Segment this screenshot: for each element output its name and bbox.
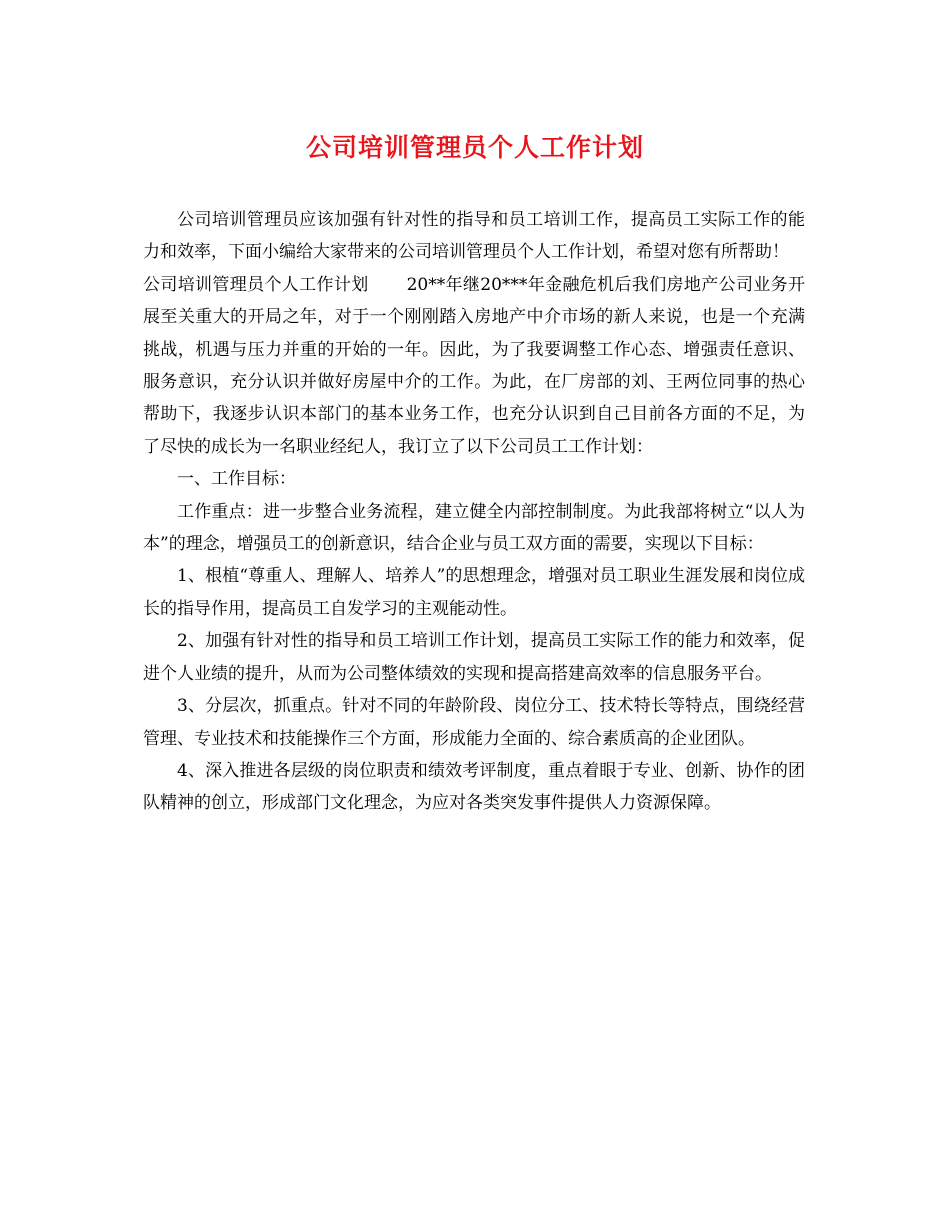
section-heading: 一、工作目标： xyxy=(177,469,296,490)
goal-item-2: 2、加强有针对性的指导和员工培训工作计划，提高员工实际工作的能力和效率，促进个人业绩的提升，从而为公司整体绩效的实现和提高搭建高效率的信息服务平台。 xyxy=(143,631,805,684)
intro-paragraph: 公司培训管理员应该加强有针对性的指导和员工培训工作，提高员工实际工作的能力和效率，下面小编给大家带来的公司培训管理员个人工作计划，希望对您有所帮助！ xyxy=(143,210,805,263)
document-title: 公司培训管理员个人工作计划 xyxy=(305,133,644,162)
plan-paragraph xyxy=(143,269,805,463)
goal-item-1: 1、根植“尊重人、理解人、培养人”的思想理念，增强对员工职业生涯发展和岗位成长的指导作用，提高员工自发学习的主观能动性。 xyxy=(143,566,805,619)
plan-body: 20**年继20***年金融危机后我们房地产公司业务开展至关重大的开局之年，对于一个刚刚踏入房地产中介市场的新人来说，也是一个充满挑战，机遇与压力并重的开始的一年。因此，为了我要调整工作心态、增强责任意识、服务意识，充分认识并做好房屋中介的工作。为此，在厂房部的刘、王两位同事的热心帮助下，我逐步认识本部门的基本业务工作，也充分认识到自己目前各方面的不足，为了尽快的成长为一名职业经纪人，我订立了以下公司员工工作计划： xyxy=(143,274,806,457)
goal-item-4: 4、深入推进各层级的岗位职责和绩效考评制度，重点着眼于专业、创新、协作的团队精神的创立，形成部门文化理念，为应对各类突发事件提供人力资源保障。 xyxy=(143,760,805,814)
goal-item-3: 3、分层次，抓重点。针对不同的年龄阶段、岗位分工、技术特长等特点，围绕经营管理、专业技术和技能操作三个方面，形成能力全面的、综合素质高的企业团队。 xyxy=(143,696,805,749)
document-body xyxy=(143,204,805,820)
focus-paragraph: 工作重点：进一步整合业务流程，建立健全内部控制制度。为此我部将树立“以人为本”的理念，增强员工的创新意识，结合企业与员工双方面的需要，实现以下目标： xyxy=(143,501,805,555)
plan-heading: 公司培训管理员个人工作计划 xyxy=(143,274,369,295)
